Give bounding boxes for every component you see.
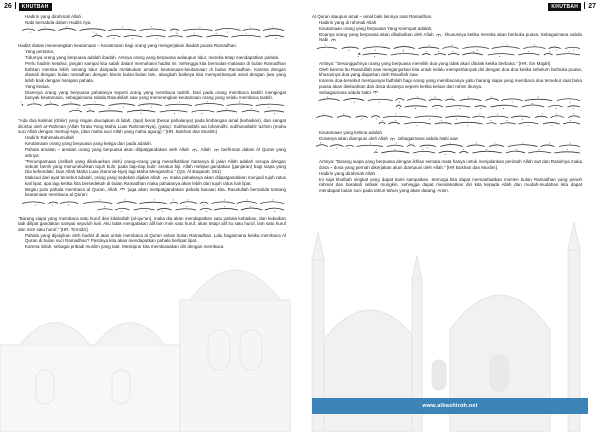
body-paragraph: [18, 244, 286, 249]
body-paragraph: [18, 187, 286, 198]
paragraph-text: Maksud dari ayat tersebut adalah, orang yang sedekah dijalan Allah: [25, 175, 162, 181]
body-paragraph: [18, 141, 286, 146]
paragraph-text: Nabi bersabda dalam Hadits nya:: [25, 20, 92, 25]
body-paragraph: [18, 55, 286, 60]
left-text-column: [18, 14, 286, 250]
arabic-hadith-text: [18, 199, 286, 214]
paragraph-text: . Allah: [197, 147, 213, 153]
paragraph-text: Keutamaan yang kelima adalah: [319, 130, 383, 136]
paragraph-text: Karena inilah, sebagai pribadi muslim yang taat. Meskipun kita membiasakan diri dengan membaca: [25, 243, 224, 249]
body-paragraph: [18, 14, 286, 19]
honorific-symbol-icon: [214, 148, 219, 152]
body-paragraph: [312, 61, 582, 66]
honorific-symbol-icon: [436, 33, 441, 37]
paragraph-text: Artinya: "Barang siapa yang berpuasa dengan ikhlas semata mata hanya untuk menjalankan perintah Allah swt dan Rasulnya maka dosa – dosa yang pernah dikerjakan akan diampuni oleh Allah." [HR Bukhari dan Muslim].: [319, 159, 582, 170]
body-paragraph: [312, 136, 582, 141]
paragraph-text: Hadirin yang dirahmati Allah: [319, 170, 376, 176]
paragraph-text: Hadirin Rahimakumullah: [25, 135, 75, 141]
paragraph-text: Yang kedua,: [25, 83, 50, 89]
paragraph-text: Hadirin yang dirahmati Allah .: [25, 14, 84, 19]
paragraph-text: Karena doa-tersebut mempunyai fadhilah bagi orang yang membacanya yaitu barang siapa yang membaca doa tersebut saat buka puasa akan diekuarkan dari dosa-dosanya seperti ketika keluar dari rahim ibunya.: [319, 78, 582, 89]
body-paragraph: [312, 130, 582, 135]
paragraph-text: Oleh karena itu Rasulullah saw menganjurkan kita untuk selalu memperbanyak diri dengan doa-doa ketika sebelum berbuka puasa, khususnya doa yang diajarkan oleh Rasullah saw.: [319, 66, 582, 78]
body-paragraph: [312, 20, 582, 25]
body-paragraph: [18, 159, 286, 175]
header-divider: [15, 2, 16, 9]
arabic-hadith-text: [312, 96, 582, 111]
right-page-header: [548, 2, 596, 12]
body-paragraph: [18, 84, 286, 89]
header-divider: [584, 2, 585, 9]
publication-label: KHUTBAH: [548, 3, 581, 11]
paragraph-text: Pahala yang dijanjikan oleh hadist di atas untuk membaca al Quran selain bulan Ramadhan. Lalu bagaimana ketika membaca Al Quran di bulan suci Ramadhan? Pastinya kita akan mendapatkan pahala berlipat lipat.: [25, 232, 286, 243]
page-number: 27: [588, 3, 596, 10]
paragraph-text: Al Quran ataupun amal – amal baik lainnya saat Ramadhan.: [312, 14, 433, 19]
website-strip[interactable]: [312, 398, 588, 414]
paragraph-text: sebagaimana sabda Nabi saw: [396, 136, 458, 142]
body-paragraph: [18, 90, 286, 101]
publication-label: KHUTBAH: [19, 3, 52, 11]
paragraph-text: Keutamaan orang yang berpuasa yang ketiga dari pada adalah.: [25, 141, 153, 147]
body-paragraph: [18, 20, 286, 25]
body-paragraph: [312, 90, 582, 95]
paragraph-text: juga akan melipatgandakan pahala bacaan kita. Rasulullah bersabda tentang keutamaan membaca al Quran:: [25, 186, 286, 198]
paragraph-text: Diamnya orang yang berpuasa pahalanya seperti orang yang membaca tasbih. Dari pada orang membaca tasbih mengingat banyak keutamaan, sebagaimana sabda Rasulullah saw yang menerangkan keutamaan orang yang selalu membaca tasbih.: [25, 89, 286, 101]
body-paragraph: [312, 26, 582, 31]
website-url[interactable]: www.albashiroh.net: [422, 403, 478, 409]
honorific-symbol-icon: [390, 137, 395, 141]
honorific-symbol-icon: [373, 90, 378, 94]
arabic-hadith-text: [312, 142, 582, 157]
paragraph-text: maka pahalanya akan dilipatgandakan menjadi tujuh ratus kali lipat, apa lagi ketika kita bersedekah di bulan Ramadhan maka pahalanya akan lebih dari tujuh ratus kali lipat.: [25, 175, 286, 186]
body-paragraph: [18, 49, 286, 54]
paragraph-text: Yang pertama,: [25, 49, 55, 55]
honorific-symbol-icon: [120, 187, 125, 191]
page-number: 26: [4, 3, 12, 10]
paragraph-text: "Barang siapa yang membaca satu huruf dari kitabullah (al-qur'an), maka dia akan mendapatkan satu pahala kebaikan, dan kebaikan tadi dilipat gandakan sampai sepuluh kali. Aku tidak mengatakan alif lam mim satu huruf, akan tetapi alif itu satu huruf, lam satu huruf dan mim satu huruf." [HR. Tirmidzi]: [18, 215, 286, 232]
paragraph-text: Tidurnya orang yang berpuasa adalah ibadah. Artinya orang yang berpuasa walaupun tidur, mereka tetap mendapatkan pahala.: [25, 55, 280, 61]
left-page-header: [4, 2, 52, 12]
paragraph-text: "Ada dua kalimat (dzikir) yang ringan diucapkan di lidah, (tapi) berat (besar pahalanya) pada timbangan amal (kebaikan), dan sangat dicintai oleh ar-Rahman (Allah Ta'ala Yang Maha Luas Rahmat-Nya), (yaitu): Subhanallahi wa bihamdihi, subhanallahil 'azhiim (maha suci Allah dengan memuji-Nya, (dan maha suci Allah yang maha agung)." [HR. Bukhari dan Muslim]: [18, 118, 286, 135]
body-paragraph: [18, 61, 286, 83]
body-paragraph: [312, 67, 582, 78]
body-paragraph: [312, 171, 582, 176]
paragraph-text: Pahala amalan – amalan orang yang berpuasa akan dilipatgandakan oleh Allah: [25, 147, 191, 153]
paragraph-text: Doanya orang yang berpuasa akan dikabulkan oleh Allah: [319, 32, 435, 37]
paragraph-text: , khususnya ketika mereka akan berbuka puasa. Sebagaimana sabda Nabi: [319, 32, 582, 43]
paragraph-text: Begitu pula pahala membaca al Quran, Allah: [25, 186, 120, 192]
arabic-hadith-text: [18, 101, 286, 116]
body-paragraph: [312, 14, 582, 19]
paragraph-text: Dosanya akan diampuni oleh Allah: [319, 136, 390, 142]
paragraph-text: Hadits diatas menerangkan keutamaan – keutamaan bagi orang yang mengerjakan ibadah puasa Ramadhan.: [18, 43, 238, 49]
paragraph-text: Perlu hadirin ketahui, jangan sampai kita salah dalam memahami hadist ini. Sehingga kita bermalas-malasan di bulan Ramadhan bahkan mereka lebih senang tidur daripada melakukan amalan keutamaan-keutamaan di bulan Ramadhan. Karena dengan diawali dengan bulan ramadhan dengan bisnis bulan-bulan lain, alangkah baiknya kita memperbanyak amal dengan jiwa yang lebih baik dengan harapan pahala.: [25, 61, 286, 83]
body-paragraph: [312, 177, 582, 193]
body-paragraph: [18, 135, 286, 140]
paragraph-text: Sebagaimana sabda Nabi: [319, 89, 373, 95]
honorific-symbol-icon: [331, 38, 336, 42]
paragraph-text: berfirman dalam Al Quran yang artinya:: [25, 147, 286, 158]
paragraph-text: Keutamaan orang yang berpuasa Yang Keempat adalah,: [319, 26, 433, 31]
body-paragraph: [18, 216, 286, 232]
body-paragraph: [18, 147, 286, 158]
honorific-symbol-icon: [192, 148, 197, 152]
body-paragraph: [18, 175, 286, 186]
body-paragraph: [18, 43, 286, 48]
arabic-hadith-text: [312, 44, 582, 59]
body-paragraph: [18, 233, 286, 244]
paragraph-text: Hadirin yang di rahmati Allah: [319, 20, 377, 25]
arabic-hadith-text: [312, 113, 582, 128]
honorific-symbol-icon: [163, 176, 168, 180]
body-paragraph: [312, 32, 582, 43]
body-paragraph: [18, 118, 286, 134]
paragraph-text: Artinya: "Sesungguhnya orang yang berpuasa memiliki doa yang tidak akan ditolak ketika berbuka." [HR. Ibn Majah]: [319, 60, 551, 66]
body-paragraph: [312, 78, 582, 89]
paragraph-text: "Perumpamaan (nafkah yang dikeluarkan oleh) orang-orang yang menafkahkan hartanya di jalan Allah adalah serupa dengan sebutir benih yang menumbuhkan tujuh bulir, pada tiap-tiap bulir: seratus biji. Allah melipat gandakan (ganjaran) bagi siapa yang Dia kehendaki. Dan Allah Maha Luas (karunia-Nya) lagi Maha Mengetahui." (QS. Al Baqarah: 261): [25, 158, 286, 175]
body-paragraph: [312, 159, 582, 170]
right-text-column: [312, 14, 582, 194]
arabic-hadith-text: [18, 26, 286, 41]
paragraph-text: Ini saja khutbah singkat yang dapat kami sampaikan. Semoga kita dapat memanfaatkan momen bulan Ramadhan yang penuh rahmat dan barakah sebaik mungkin, sehingga dapat mendekatkan diri kita kepada Allah dan mudah-mudahan kita dapat mendapati bulan suci pada tahun-tahun yang akan datang. Amin.: [319, 176, 582, 193]
